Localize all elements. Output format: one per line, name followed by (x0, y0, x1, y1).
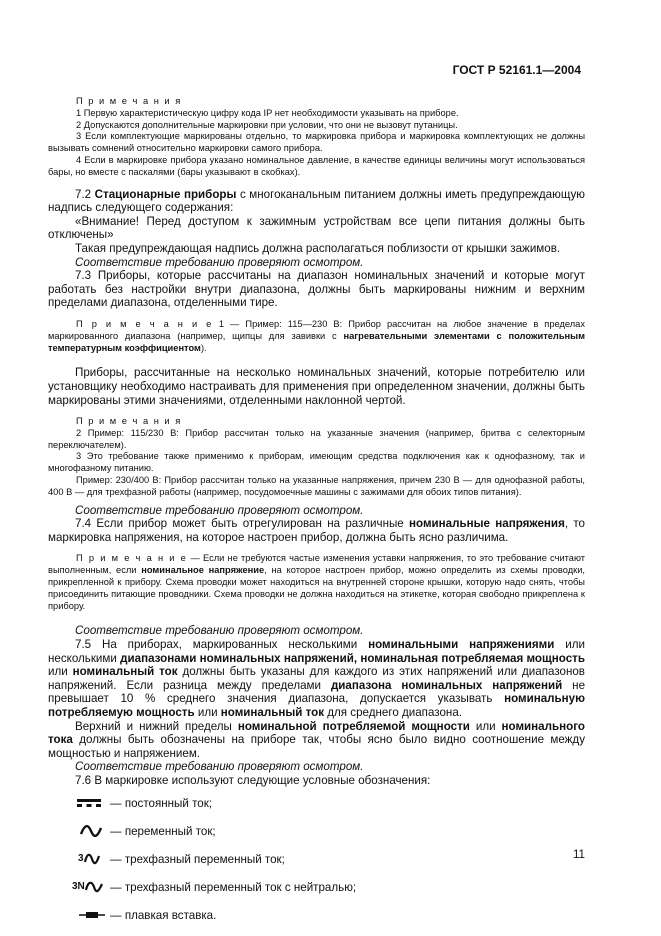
compliance-text: Соответствие требованию проверяют осмотром. (75, 255, 364, 269)
paragraph-7-3: 7.3 Приборы, которые рассчитаны на диапазон номинальных значений и которые могут работать без настройки внутри диапазона, должны быть маркированы нижним и верхним пределами диапазона, отделенными тире. (48, 269, 585, 310)
notes-title: П р и м е ч а н и я (76, 96, 182, 106)
direct-current-icon (77, 795, 101, 811)
note-item: 2 Допускаются дополнительные маркировки при условии, что они не вызовут путаницы. (76, 119, 458, 130)
paragraph: 7.4 Если прибор может быть отрегулирован на различные номинальные напряжения, то маркировка напряжения, на которое настроен прибор, должна быть ясно различима. (48, 517, 585, 544)
symbol-label: — плавкая вставка. (110, 908, 217, 922)
notes-block-7-3 (48, 416, 585, 499)
symbol-label: — трехфазный переменный ток с нейтралью; (110, 880, 357, 894)
three-phase-ac-icon: 3 (78, 851, 100, 867)
compliance-text: Соответствие требованию проверяют осмотром. (75, 624, 364, 638)
page-number: 11 (572, 848, 585, 861)
page-content (48, 96, 585, 935)
document-code: ГОСТ Р 52161.1—2004 (452, 63, 581, 77)
note-item: Пример: 230/400 В: Прибор рассчитан только на указанные напряжения, причем 230 В — для однофазной работы, 400 В — для трехфазной работы (например, посудомоечные машины с зажимами для обоих типов питания). (48, 475, 585, 497)
notes-title: П р и м е ч а н и я (76, 416, 182, 427)
paragraph-7-3-2: Приборы, рассчитанные на несколько номинальных значений, которые потребителю или установщику необходимо настраивать для применения при определенном значении, должны быть маркированы этими значениями, отделенными наклонной чертой. (48, 366, 585, 407)
note-item: 2 Пример: 115/230 В: Прибор рассчитан только на указанные значения (например, бритва с селекторным переключателем). (48, 427, 585, 450)
paragraph: 7.2 Стационарные приборы с многоканальным питанием должны иметь предупреждающую надпись следующего содержания: (48, 187, 585, 215)
symbol-row (48, 823, 585, 851)
section-7-2 (48, 188, 585, 310)
symbol-row (48, 795, 585, 823)
warning-quote: «Внимание! Перед доступом к зажимным устройствам все цепи питания должны быть отключены» (48, 214, 585, 242)
symbols-list (48, 795, 585, 935)
section-7-4 (48, 504, 585, 545)
symbol-row (48, 907, 585, 935)
notes-block-1 (48, 96, 585, 179)
paragraph: 7.6 В маркировке используют следующие условные обозначения: (75, 773, 431, 787)
section-7-5 (48, 624, 585, 787)
compliance-text: Соответствие требованию проверяют осмотром. (75, 503, 364, 517)
note-item: 3 Если комплектующие маркированы отдельно, то маркировка прибора и маркировка комплектующих не должны вызывать сомнений относительно маркировки самого прибора. (48, 131, 585, 154)
note-7-3-1: П р и м е ч а н и е 1 — Пример: 115—230 В: Прибор рассчитан на любое значение в пределах маркированного диапазона (например, щипцы для завивки с нагревательными элементами с положительным температурным коэффициентом). (48, 318, 585, 353)
symbol-row (48, 879, 585, 907)
symbol-row (48, 851, 585, 879)
alternating-current-icon (80, 823, 102, 839)
three-phase-ac-neutral-icon: 3N (72, 879, 103, 895)
note-item: 3 Это требование также применимо к приборам, имеющим средства подключения как к однофазному, так и многофазному питанию. (48, 451, 585, 474)
note-item: 1 Первую характеристическую цифру кода IP нет необходимости указывать на приборе. (76, 107, 459, 118)
paragraph: Верхний и нижний пределы номинальной потребляемой мощности или номинального тока должны быть обозначены на приборе так, чтобы ясно было видно соотношение между мощностью и напряжением. (48, 719, 585, 760)
note-item: 4 Если в маркировке прибора указано номинальное давление, в качестве единицы величины могут использоваться бары, но вместе с паскалями (бары указывают в скобках). (48, 154, 585, 177)
paragraph: 7.5 На приборах, маркированных несколькими номинальными напряжениями или несколькими диапазонами номинальных напряжений, номинальная потребляемая мощность или номинальный ток должны быть указаны для каждого из этих напряжений или диапазонов напряжений. Если разница между пределами диапазона номинальных напряжений не превышает 10 % среднего значения диапазона, допускается указывать номинальную потребляемую мощность или номинальный ток для среднего диапазона. (48, 638, 586, 719)
note-7-4: П р и м е ч а н и е — Если не требуются частые изменения уставки напряжения, то это требование считают выполненным, если номинальное напряжение, на которое настроен прибор, можно определить из схемы проводки, прикрепленной к прибору. Схема проводки может находиться на внутренней стороне крышки, которую надо снять, чтобы присоединить питающие проводники. Схема проводки не должна находиться на этикетке, которая свободно прикреплена к прибору. (48, 553, 585, 611)
fuse-link-icon (79, 907, 105, 923)
symbol-label: — трехфазный переменный ток; (110, 852, 285, 866)
compliance-text: Соответствие требованию проверяют осмотром. (75, 760, 364, 774)
paragraph: Такая предупреждающая надпись должна располагаться поблизости от крышки зажимов. (75, 241, 561, 255)
symbol-label: — постоянный ток; (110, 796, 212, 810)
symbol-label: — переменный ток; (110, 824, 216, 838)
